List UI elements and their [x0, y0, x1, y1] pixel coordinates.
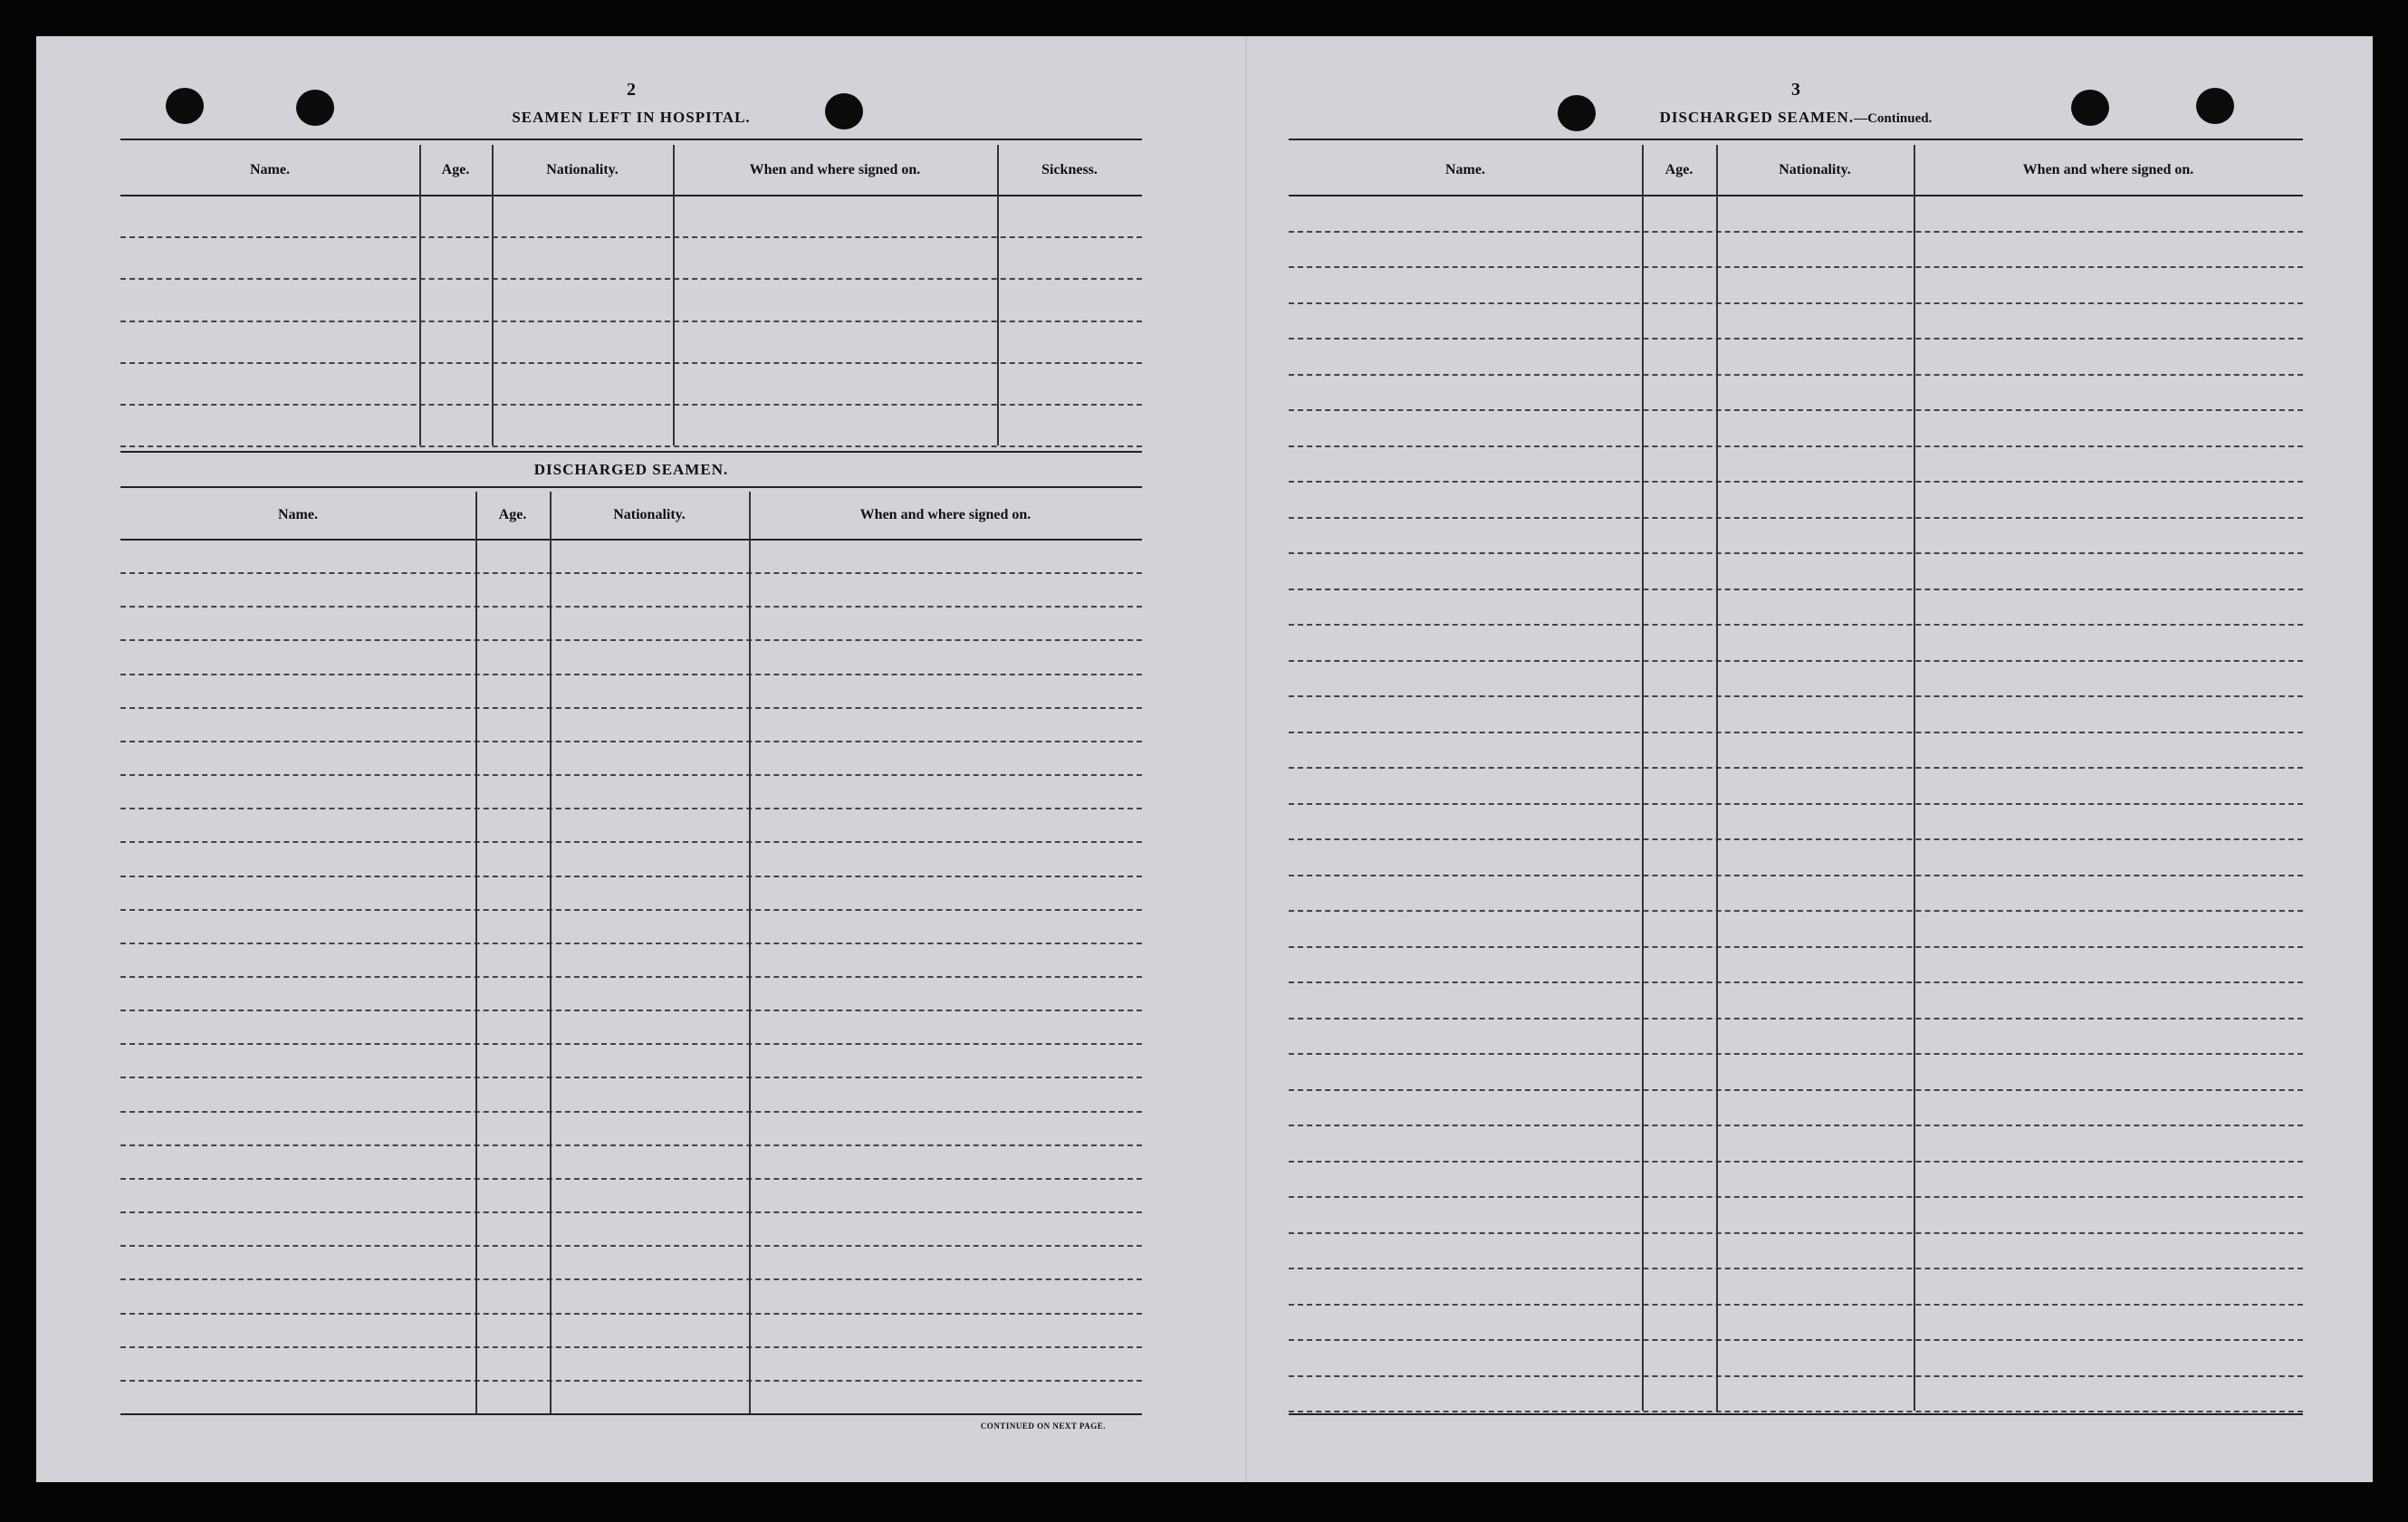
table-row-line [1289, 1268, 2303, 1269]
table-row-line [120, 639, 1142, 641]
column-header-name: Name. [250, 161, 290, 177]
table-row-line [1289, 767, 2303, 769]
bottom-rule [120, 1413, 1142, 1415]
table-row-line [120, 1278, 1142, 1280]
table-row-line [1289, 374, 2303, 376]
table-row-line [120, 1380, 1142, 1382]
table-row-line [120, 674, 1142, 675]
table-row-line [120, 1346, 1142, 1348]
table-row-line [1289, 409, 2303, 411]
column-header-name: Name. [278, 507, 318, 522]
table-row-line [1289, 1339, 2303, 1341]
right-title-suffix: —Continued. [1854, 111, 1933, 126]
table-row-line [1289, 231, 2303, 233]
table-row-line [1289, 803, 2303, 805]
table-row-line [120, 808, 1142, 809]
table-row-line [1289, 875, 2303, 876]
table-row-line [1289, 338, 2303, 340]
table-row-line [1289, 302, 2303, 304]
table-row-line [120, 1245, 1142, 1247]
column-header-sickness: Sickness. [1041, 161, 1098, 177]
right-section-title [1289, 109, 2303, 127]
table-row-line [120, 1010, 1142, 1011]
column-header-age: Age. [498, 507, 527, 522]
right-title-main: DISCHARGED SEAMEN. [1659, 109, 1855, 126]
column-divider [1642, 145, 1644, 1411]
table-row-line [1289, 910, 2303, 912]
discharged-table-header [120, 492, 1142, 541]
column-divider [1914, 145, 1915, 1411]
table-row-line [1289, 1304, 2303, 1306]
right-page [1289, 36, 2303, 1482]
table-row-line [120, 1043, 1142, 1045]
table-row-line [120, 1077, 1142, 1078]
column-divider [997, 145, 999, 445]
table-row-line [1289, 552, 2303, 554]
page-number: 2 [627, 80, 636, 100]
right-table-header [1289, 145, 2303, 196]
column-header-signed-on: When and where signed on. [749, 161, 921, 177]
table-row-line [120, 362, 1142, 364]
table-row-line [1289, 1161, 2303, 1163]
table-row-line [120, 445, 1142, 447]
column-divider [673, 145, 675, 445]
column-header-age: Age. [1664, 161, 1693, 177]
table-row-line [120, 1313, 1142, 1315]
table-row-line [120, 741, 1142, 742]
column-header-nationality: Nationality. [546, 161, 619, 177]
top-rule [1289, 139, 2303, 140]
column-divider [749, 492, 751, 1413]
column-header-name: Name. [1445, 161, 1485, 177]
table-row-line [120, 876, 1142, 877]
table-row-line [120, 909, 1142, 911]
column-divider [475, 492, 477, 1413]
document-sheet [36, 36, 2373, 1482]
column-divider [492, 145, 494, 445]
table-row-line [120, 1111, 1142, 1113]
table-row-line [120, 943, 1142, 944]
column-divider [550, 492, 552, 1413]
table-row-line [120, 404, 1142, 406]
column-header-signed-on: When and where signed on. [2022, 161, 2194, 177]
table-row-line [1289, 1089, 2303, 1091]
table-row-line [120, 606, 1142, 608]
table-row-line [1289, 481, 2303, 483]
table-row-line [1289, 1018, 2303, 1019]
table-row-line [120, 1144, 1142, 1146]
table-row-line [120, 841, 1142, 843]
bottom-rule [1289, 1413, 2303, 1415]
hospital-table [120, 145, 1142, 445]
table-row-line [1289, 1196, 2303, 1198]
table-row-line [120, 707, 1142, 709]
table-row-line [120, 321, 1142, 322]
column-header-nationality: Nationality. [613, 507, 686, 522]
hospital-section-title: SEAMEN LEFT IN HOSPITAL. [512, 109, 751, 126]
table-row-line [1289, 838, 2303, 840]
column-divider [419, 145, 421, 445]
table-row-line [120, 572, 1142, 574]
section-rule [120, 451, 1142, 453]
table-row-line [1289, 695, 2303, 697]
table-row-line [1289, 624, 2303, 626]
continued-note: CONTINUED ON NEXT PAGE. [980, 1421, 1106, 1431]
table-row-line [1289, 660, 2303, 662]
table-row-line [1289, 1125, 2303, 1126]
discharged-continued-table [1289, 145, 2303, 1411]
table-row-line [120, 278, 1142, 280]
table-row-line [1289, 1411, 2303, 1412]
column-header-signed-on: When and where signed on. [859, 507, 1031, 522]
table-row-line [1289, 946, 2303, 948]
page-fold [1245, 36, 1247, 1482]
table-row-line [1289, 589, 2303, 590]
table-row-line [120, 1211, 1142, 1213]
table-row-line [1289, 517, 2303, 519]
table-row-line [1289, 1232, 2303, 1234]
table-row-line [120, 236, 1142, 238]
top-rule [120, 139, 1142, 140]
table-row-line [1289, 732, 2303, 733]
table-row-line [1289, 1375, 2303, 1377]
discharged-table [120, 492, 1142, 1413]
table-row-line [1289, 445, 2303, 447]
table-row-line [120, 774, 1142, 776]
column-header-nationality: Nationality. [1779, 161, 1851, 177]
table-row-line [1289, 981, 2303, 983]
page-number: 3 [1791, 80, 1800, 100]
table-row-line [120, 976, 1142, 978]
discharged-section-title: DISCHARGED SEAMEN. [533, 461, 729, 478]
table-row-line [120, 1178, 1142, 1180]
column-header-age: Age. [441, 161, 470, 177]
table-row-line [1289, 1053, 2303, 1055]
section-rule [120, 486, 1142, 488]
left-page [120, 36, 1142, 1482]
column-divider [1716, 145, 1718, 1411]
table-row-line [1289, 266, 2303, 268]
hospital-table-header [120, 145, 1142, 196]
